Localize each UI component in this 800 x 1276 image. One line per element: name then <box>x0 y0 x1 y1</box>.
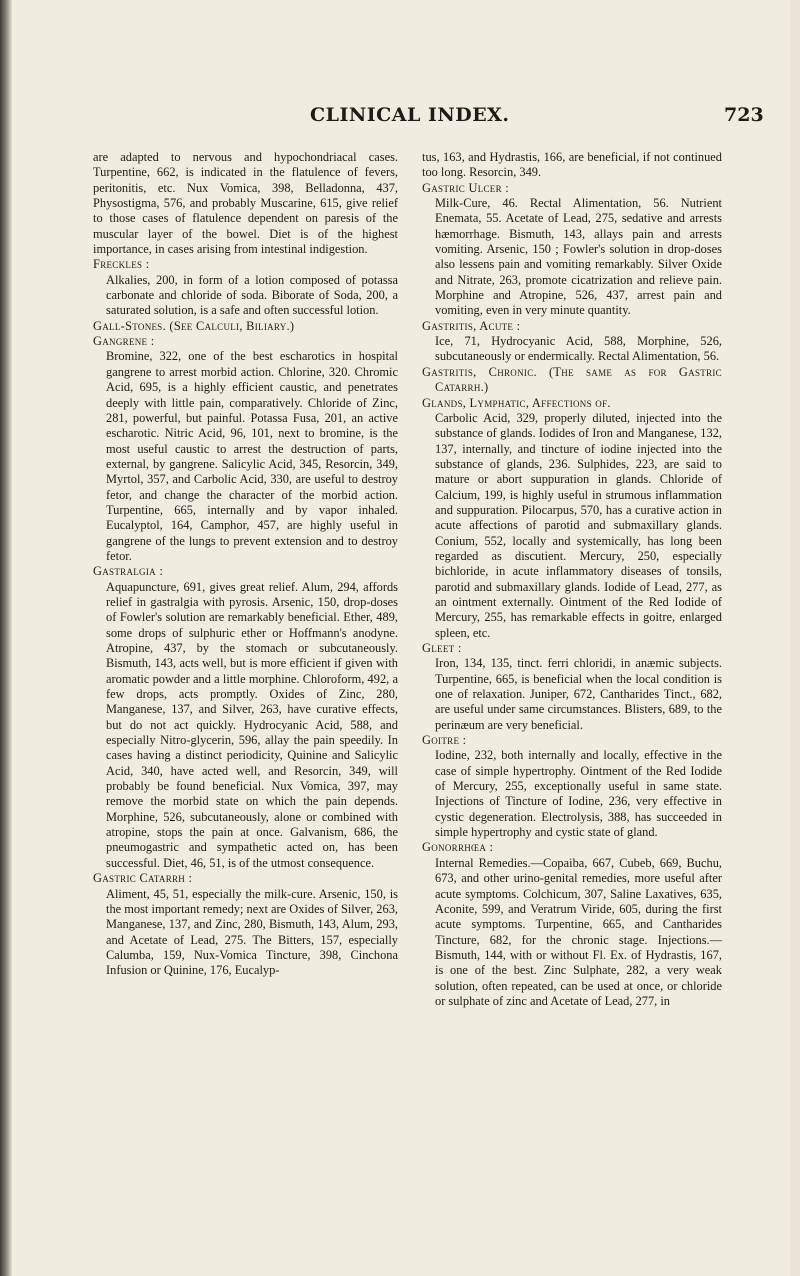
right-column <box>422 150 722 1009</box>
entry-body-goitre: Iodine, 232, both internally and locally, effective in the case of simple hypertrophy. Ointment of the Red Iodide of Mercury, 255, exceptionally useful in same state. Injections of Tincture of Iodine, 236, very effective in cystic degeneration. Electrolysis, 388, has succeeded in simple hypertrophy and cystic state of gland. <box>435 748 722 840</box>
page-header <box>0 104 800 134</box>
entry-body-gastric-ulcer: Milk-Cure, 46. Rectal Alimentation, 56. Nutrient Enemata, 55. Acetate of Lead, 275, sedative and arrests hæmorrhage. Bismuth, 143, allays pain and arrests vomiting. Arsenic, 150 ; Fowler's solution in drop-doses also lessens pain and vomiting remarkably. Silver Oxide and Nitrate, 263, promote cicatrization and relieve pain. Morphine and Atropine, 526, 437, arrest pain and vomiting, even in very minute quantity. <box>435 196 722 318</box>
entry-heading-gastric-catarrh: Gastric Catarrh : <box>93 871 193 886</box>
entry-heading-freckles: Freckles : <box>93 257 150 272</box>
entry-heading-goitre: Goitre : <box>422 733 467 748</box>
entry-body-gastric-catarrh: Aliment, 45, 51, especially the milk-cure. Arsenic, 150, is the most important remedy; next are Oxides of Silver, 263, Manganese, 137, and Zinc, 280, Bismuth, 143, Alum, 293, and Acetate of Lead, 275. The Bitters, 157, especially Calumba, 159, Nux-Vomica Tincture, 398, Cinchona Infusion or Quinine, 176, Eucalyp- <box>106 886 398 978</box>
entry-body-gleet: Iron, 134, 135, tinct. ferri chloridi, in anæmic subjects. Turpentine, 665, is beneficial when the local condition is one of relaxation. Juniper, 672, Cantharides Tinct., 682, are useful under same circumstances. Blisters, 689, to the perinæum are very beneficial. <box>435 656 722 732</box>
page-number: 723 <box>724 104 764 126</box>
entry-heading-glands: Glands, Lymphatic, Affections of. <box>422 395 611 410</box>
entry-body-gastritis-acute: Ice, 71, Hydrocyanic Acid, 588, Morphine, 526, subcutaneously or endermically. Rectal Alimentation, 56. <box>435 334 722 364</box>
continued-paragraph: are adapted to nervous and hypochondriacal cases. Turpentine, 662, is indicated in the flatulence of fevers, peritonitis, etc. Nux Vomica, 398, Belladonna, 437, Physostigma, 576, and probably Muscarine, 615, give relief to those cases of flatulence dependent on paresis of the muscular layer of the bowel. Diet is of the highest importance, in cases arising from intestinal indigestion. <box>93 150 398 257</box>
entry-body-gastralgia: Aquapuncture, 691, gives great relief. Alum, 294, affords relief in gastralgia with pyrosis. Arsenic, 150, drop-doses of Fowler's solution are remarkably beneficial. Ether, 489, some drops of sulphuric ether or Hoffmann's anodyne. Atropine, 437, by the stomach or subcutaneously. Bismuth, 143, acts well, but is more efficient if given with aromatic powder and a little morphine. Chloroform, 492, a few drops, acts promptly. Oxides of Zinc, 280, Manganese, 137, and Silver, 263, have curative effects, but do not act quickly. Hydrocyanic Acid, 588, and especially Nitro-glycerin, 596, allay the pain speedily. In cases having a distinct periodicity, Quinine and Salicylic Acid, 340, have acted well, and Resorcin, 349, will probably be found beneficial. Nux Vomica, 397, may remove the morbid state on which the pain depends. Morphine, 526, subcutaneously, alone or combined with atropine, stops the pain at once. Galvanism, 686, the pneumogastric and sympathetic acted on, has been successful. Diet, 46, 51, is of the utmost consequence. <box>106 579 398 870</box>
entry-heading-gastralgia: Gastralgia : <box>93 564 164 579</box>
entry-body-gonorrhoea: Internal Remedies.—Copaiba, 667, Cubeb, 669, Buchu, 673, and other urino-genital remedies, more useful after acute symptoms. Colchicum, 307, Saline Laxatives, 635, Aconite, 599, and Veratrum Viride, 605, during the first acute symptoms. Turpentine, 665, and Cantharides Tincture, 682, for the chronic stage. Injections.—Bismuth, 144, with or without Fl. Ex. of Hydrastis, 167, is one of the best. Zinc Sulphate, 282, a very weak solution, often repeated, can be used at once, or chloride or sulphate of zinc and Acetate of Lead, 277, in <box>435 855 722 1008</box>
entry-body-freckles: Alkalies, 200, in form of a lotion composed of potassa carbonate and chloride of soda. Biborate of Soda, 200, a saturated solution, is a safe and often successful lotion. <box>106 272 398 318</box>
entry-heading-gonorrhoea: Gonorrhœa : <box>422 840 494 855</box>
entry-heading-gleet: Gleet : <box>422 641 462 655</box>
entry-heading-gastritis-acute: Gastritis, Acute : <box>422 318 521 333</box>
left-column <box>93 150 398 979</box>
entry-gastritis-chronic: Gastritis, Chronic. (The same as for Gastric Catarrh.) <box>422 364 722 395</box>
continued-paragraph: tus, 163, and Hydrastis, 166, are beneficial, if not continued too long. Resorcin, 349. <box>422 150 722 180</box>
entry-heading-gastric-ulcer: Gastric Ulcer : <box>422 180 510 195</box>
entry-body-glands: Carbolic Acid, 329, properly diluted, injected into the substance of glands. Iodides of Iron and Manganese, 132, 137, internally, and tincture of iodine injected into the substance of glands, 236. Sulphides, 223, are said to mature or abort suppuration in glands. Chloride of Calcium, 199, is highly useful in strumous inflammation and suppuration. Pilocarpus, 570, has a curative action in acute affections of parotid and submaxillary glands. Conium, 552, locally and systemically, has long been regarded as discutient. Mercury, 250, especially bichloride, in acute inflammatory diseases of tonsils, parotid and submaxillary glands. Iodide of Lead, 277, as an ointment externally. Ointment of the Red Iodide of Mercury, 255, has remarkable effects in goitre, enlarged spleen, etc. <box>435 410 722 640</box>
book-gutter <box>0 0 12 1276</box>
entry-heading-gangrene: Gangrene : <box>93 334 155 349</box>
entry-gallstones: Gall-Stones. (See Calculi, Biliary.) <box>93 318 295 333</box>
entry-body-gangrene: Bromine, 322, one of the best escharotics in hospital gangrene to arrest morbid action. Chlorine, 320. Chromic Acid, 695, is a highly efficient caustic, and penetrates deeply with little pain, comparatively. Chloride of Zinc, 281, powerful, but painful. Potassa Fusa, 201, an active escharotic. Nitric Acid, 96, 101, next to bromine, is the most useful caustic to arrest the destruction of parts, external, by gangrene. Salicylic Acid, 345, Resorcin, 349, Myrtol, 357, and Carbolic Acid, 330, are useful to destroy fetor, and change the character of the morbid action. Turpentine, 665, internally and by vapor inhaled. Eucalyptol, 164, Camphor, 457, are highly useful in gangrene of the lungs to prevent extension and to destroy fetor. <box>106 349 398 563</box>
page-title: CLINICAL INDEX. <box>310 104 510 126</box>
